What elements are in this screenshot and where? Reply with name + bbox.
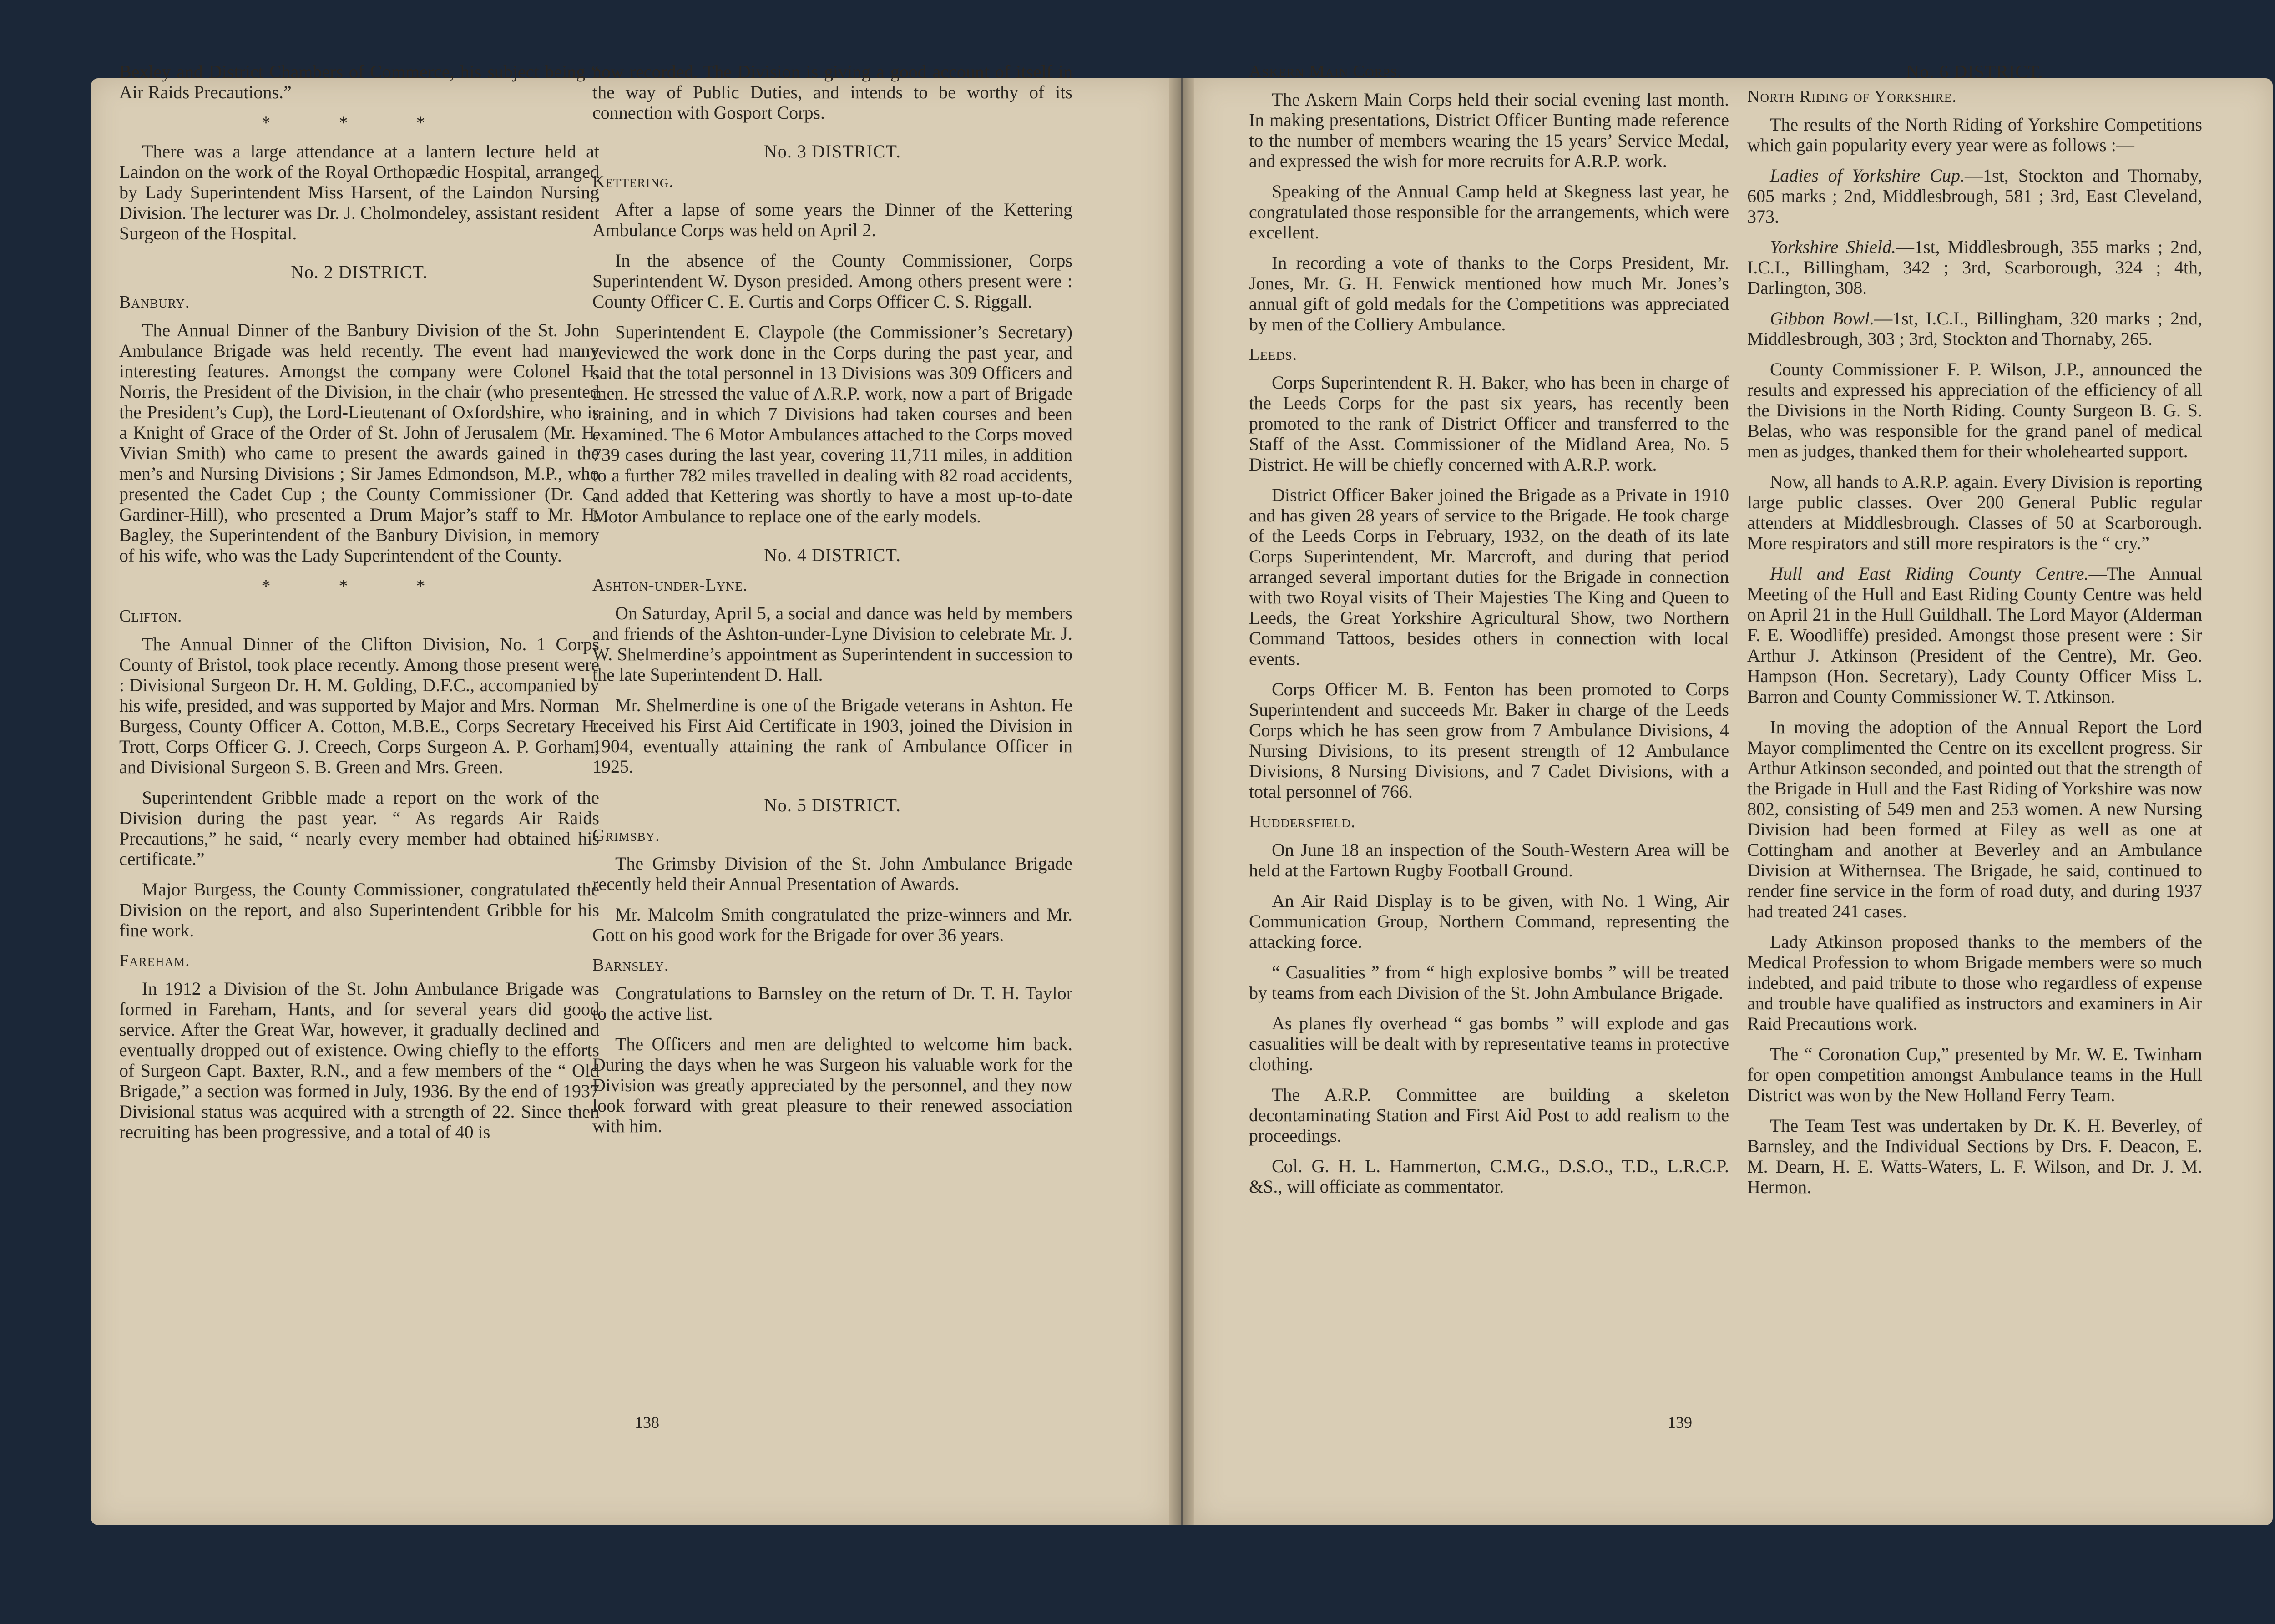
left-page-column-1 bbox=[119, 61, 599, 1152]
right-page-column-1 bbox=[1249, 61, 1729, 1207]
place-heading: Barnsley. bbox=[592, 956, 669, 975]
paragraph: The Askern Main Corps held their social evening last month. In making presentations, District Officer Bunting made reference to the number of members wearing the 15 years’ Service Medal, and expressed the wish for more recruits for A.R.P. work. bbox=[1249, 89, 1729, 171]
paragraph: In moving the adoption of the Annual Report the Lord Mayor complimented the Centre on its excellent progress. Sir Arthur Atkinson seconded, and pointed out that the strength of the Brigade in Hull and the East Riding of Yorkshire was now 802, consisting of 549 men and 253 women. A new Nursing Division had been formed at Filey as well as one at Cottingham and another at Beverley and an Ambulance Division at Withernsea. The Brigade, he said, continued to render fine service in the form of road duty, and during 1937 had treated 241 cases. bbox=[1747, 717, 2202, 921]
page-number: 139 bbox=[1668, 1413, 1692, 1432]
section-separator: * * * bbox=[261, 112, 457, 133]
paragraph: The “ Coronation Cup,” presented by Mr. W. E. Twinham for open competition amongst Ambulance teams in the Hull District was won by the New Holland Ferry Team. bbox=[1747, 1044, 2202, 1105]
paragraph: The Annual Dinner of the Clifton Division, No. 1 Corps County of Bristol, took place recently. Among those present were : Divisional Surgeon Dr. H. M. Golding, D.F.C., accompanied by his wife, presided, and was supported by Major and Mrs. Norman Burgess, County Officer A. Cotton, M.B.E., Corps Secretary H. Trott, Corps Officer G. J. Creech, Corps Surgeon A. P. Gorham, and Divisional Surgeon S. B. Green and Mrs. Green. bbox=[119, 634, 599, 777]
district-heading: No. 5 DISTRICT. bbox=[764, 795, 901, 815]
paragraph: On June 18 an inspection of the South-Western Area will be held at the Fartown Rugby Football Ground. bbox=[1249, 840, 1729, 880]
competition-results: —1st, Stockton and Thornaby, 605 marks ; 2nd, Middlesbrough, 581 ; 3rd, East Cleveland, 373. bbox=[1747, 165, 2202, 227]
paragraph: Superintendent Gribble made a report on the work of the Division during the past year. “ As regards Air Raids Precautions,” he said, “ nearly every member had obtained his certificate.” bbox=[119, 787, 599, 869]
book-gutter bbox=[1169, 78, 1194, 1525]
paragraph bbox=[1747, 563, 2202, 707]
paragraph-text: —The Annual Meeting of the Hull and East Riding County Centre was held on April 21 in the Hull Guildhall. The Lord Mayor (Alderman F. E. Woodliffe) presided. Amongst those present were : Sir Arthur J. Atkinson (President of the Centre), Mr. Geo. Hampson (Hon. Secretary), Lady County Officer Miss L. Barron and County Commissioner W. T. Atkinson. bbox=[1747, 563, 2202, 707]
place-heading: Huddersfield. bbox=[1249, 812, 1356, 831]
paragraph: After a lapse of some years the Dinner of the Kettering Ambulance Corps was held on April 2. bbox=[592, 199, 1072, 240]
paragraph: Congratulations to Barnsley on the return of Dr. T. H. Taylor to the active list. bbox=[592, 983, 1072, 1024]
left-page-column-2 bbox=[592, 61, 1072, 1146]
result-paragraph bbox=[1747, 308, 2202, 349]
competition-name: Ladies of Yorkshire Cup. bbox=[1770, 165, 1965, 186]
paragraph: Superintendent E. Claypole (the Commissioner’s Secretary) reviewed the work done in the Corps during the past year, and said that the total personnel in 13 Divisions was 309 Officers and men. He stressed the value of A.R.P. work, now a part of Brigade training, and in which 7 Divisions had taken courses and been examined. The 6 Motor Ambulances attached to the Corps moved 739 cases during the last year, covering 11,711 miles, in addition to a further 782 miles travelled in dealing with 82 road accidents, and added that Kettering was shortly to have a most up-to-date Motor Ambulance to replace one of the early models. bbox=[592, 322, 1072, 526]
result-paragraph bbox=[1747, 165, 2202, 227]
page-number: 138 bbox=[635, 1413, 659, 1432]
right-page-column-2 bbox=[1747, 61, 2202, 1207]
section-run-in-heading: Hull and East Riding County Centre. bbox=[1770, 563, 2089, 584]
place-heading: Leeds. bbox=[1249, 345, 1298, 364]
paragraph: The A.R.P. Committee are building a skeleton decontaminating Station and First Aid Post to add realism to the proceedings. bbox=[1249, 1084, 1729, 1146]
paragraph: Now, all hands to A.R.P. again. Every Division is reporting large public classes. Over 200 General Public regular attenders at Middlesbrough. Classes of 50 at Scarborough. More respirators and still more respirators is the “ cry.” bbox=[1747, 471, 2202, 553]
paragraph: In 1912 a Division of the St. John Ambulance Brigade was formed in Fareham, Hants, and for several years did good service. After the Great War, however, it gradually declined and eventually dropped out of existence. Owing chiefly to the efforts of Surgeon Capt. Baxter, R.N., and a few members of the “ Old Brigade,” a section was formed in July, 1936. By the end of 1937 Divisional status was acquired with a strength of 22. Since then recruiting has been progressive, and a total of 40 is bbox=[119, 978, 599, 1142]
district-heading: No. 3 DISTRICT. bbox=[764, 141, 901, 162]
paragraph: The Annual Dinner of the Banbury Division of the St. John Ambulance Brigade was held recently. The event had many interesting features. Amongst the company were Colonel H. Norris, the President of the Division, in the chair (who presented the President’s Cup), the Lord-Lieutenant of Oxfordshire, who is a Knight of Grace of the Order of St. John of Jerusalem (Mr. H. Vivian Smith) who came to present the awards gained in the men’s and Nursing Divisions ; Sir James Edmondson, M.P., who presented the Cadet Cup ; the County Commissioner (Dr. C. Gardiner-Hill), who presented a Drum Major’s staff to Mr. H. Bagley, the Superintendent of the Banbury Division, in memory of his wife, who was the Lady Superintendent of the County. bbox=[119, 320, 599, 566]
district-heading: No. 4 DISTRICT. bbox=[764, 545, 901, 565]
paragraph: District Officer Baker joined the Brigade as a Private in 1910 and has given 28 years of service to the Brigade. He took charge of the Leeds Corps in February, 1932, on the death of its late Corps Superintendent, Mr. Marcroft, and during that period arranged several important duties for the Brigade in connection with two Royal visits of Their Majesties The King and Queen to Leeds, the Great Yorkshire Agricultural Show, two Northern Command Tattoos, besides others in connection with local events. bbox=[1249, 485, 1729, 669]
paragraph: County Commissioner F. P. Wilson, J.P., announced the results and expressed his appreciation of the efficiency of all the Divisions in the North Riding. County Surgeon B. G. S. Belas, who was responsible for the grand panel of medical men as judges, thanked them for their wholehearted support. bbox=[1747, 359, 2202, 461]
paragraph: Major Burgess, the County Commissioner, congratulated the Division on the report, and also Superintendent Gribble for his fine work. bbox=[119, 879, 599, 941]
paragraph: Lady Atkinson proposed thanks to the members of the Medical Profession to whom Brigade members were so much indebted, and paid tribute to those who regardless of expense and trouble have qualified as instructors and examiners in Air Raid Precautions work. bbox=[1747, 931, 2202, 1034]
place-heading: Fareham. bbox=[119, 951, 190, 970]
paragraph: The Grimsby Division of the St. John Ambulance Brigade recently held their Annual Presentation of Awards. bbox=[592, 853, 1072, 894]
competition-results: —1st, I.C.I., Billingham, 320 marks ; 2nd, Middlesbrough, 303 ; 3rd, Stockton and Thornaby, 265. bbox=[1747, 308, 2202, 349]
place-heading: North Riding of Yorkshire. bbox=[1747, 87, 1957, 106]
paragraph: Speaking of the Annual Camp held at Skegness last year, he congratulated those responsible for the arrangements, which were excellent. bbox=[1249, 181, 1729, 243]
paragraph: There was a large attendance at a lantern lecture held at Laindon on the work of the Royal Orthopædic Hospital, arranged by Lady Superintendent Miss Harsent, of the Laindon Nursing Division. The lecturer was Dr. J. Cholmondeley, assistant resident Surgeon of the Hospital. bbox=[119, 141, 599, 243]
place-heading: Grimsby. bbox=[592, 826, 660, 845]
district-heading: No. 2 DISTRICT. bbox=[291, 262, 428, 282]
place-heading: Askern Main Corps. bbox=[1249, 62, 1403, 81]
paragraph: now recorded. The Division is giving a good account of itself in the way of Public Duties, and intends to be worthy of its connection with Gosport Corps. bbox=[592, 61, 1072, 123]
competition-name: Yorkshire Shield. bbox=[1770, 237, 1896, 257]
place-heading: Banbury. bbox=[119, 293, 190, 312]
paragraph: Col. G. H. L. Hammerton, C.M.G., D.S.O., T.D., L.R.C.P. &S., will officiate as commentator. bbox=[1249, 1156, 1729, 1197]
section-separator: * * * bbox=[261, 576, 457, 596]
paragraph: In recording a vote of thanks to the Corps President, Mr. Jones, Mr. G. H. Fenwick mentioned how much Mr. Jones’s annual gift of gold medals for the Competitions was appreciated by men of the Colliery Ambulance. bbox=[1249, 253, 1729, 334]
paragraph: In the absence of the County Commissioner, Corps Superintendent W. Dyson presided. Among others present were : County Officer C. E. Curtis and Corps Officer C. S. Riggall. bbox=[592, 250, 1072, 312]
place-heading: Kettering. bbox=[592, 172, 674, 191]
paragraph: “ Casualities ” from “ high explosive bombs ” will be treated by teams from each Division of the St. John Ambulance Brigade. bbox=[1249, 962, 1729, 1003]
paragraph: The results of the North Riding of Yorkshire Competitions which gain popularity every year were as follows :— bbox=[1747, 114, 2202, 155]
competition-name: Gibbon Bowl. bbox=[1770, 308, 1875, 329]
paragraph: Corps Officer M. B. Fenton has been promoted to Corps Superintendent and succeeds Mr. Baker in charge of the Leeds Corps which he has seen grow from 7 Ambulance Divisions, 4 Nursing Divisions, to its present strength of 12 Ambulance Divisions, 8 Nursing Divisions, and 7 Cadet Divisions, with a total personnel of 766. bbox=[1249, 679, 1729, 802]
place-heading: Clifton. bbox=[119, 607, 182, 626]
paragraph: Mr. Malcolm Smith congratulated the prize-winners and Mr. Gott on his good work for the Brigade for over 36 years. bbox=[592, 904, 1072, 945]
paragraph: As planes fly overhead “ gas bombs ” will explode and gas casualities will be dealt with by representative teams in protective clothing. bbox=[1249, 1013, 1729, 1074]
paragraph: Corps Superintendent R. H. Baker, who has been in charge of the Leeds Corps for the past six years, has recently been promoted to the rank of District Officer and transferred to the Staff of the Asst. Commissioner of the Midland Area, No. 5 District. He will be chiefly concerned with A.R.P. work. bbox=[1249, 372, 1729, 475]
paragraph: On Saturday, April 5, a social and dance was held by members and friends of the Ashton-under-Lyne Division to celebrate Mr. J. W. Shelmerdine’s appointment as Superintendent in succession to the late Superintendent D. Hall. bbox=[592, 603, 1072, 685]
paragraph: Bexley and District Chambers of Commerce, his subject being “ Air Raids Precautions.” bbox=[119, 61, 599, 102]
competition-results: —1st, Middlesbrough, 355 marks ; 2nd, I.C.I., Billingham, 342 ; 3rd, Scarborough, 324 ; 4th, Darlington, 308. bbox=[1747, 237, 2203, 298]
paragraph: An Air Raid Display is to be given, with No. 1 Wing, Air Communication Group, Northern Command, representing the attacking force. bbox=[1249, 890, 1729, 952]
paragraph: Mr. Shelmerdine is one of the Brigade veterans in Ashton. He received his First Aid Certificate in 1903, joined the Division in 1904, eventually attaining the rank of Ambulance Officer in 1925. bbox=[592, 695, 1072, 777]
paragraph: The Team Test was undertaken by Dr. K. H. Beverley, of Barnsley, and the Individual Sections by Drs. F. Deacon, E. M. Dearn, H. E. Watts-Waters, L. F. Wilson, and Dr. J. M. Hermon. bbox=[1747, 1115, 2202, 1197]
paragraph: The Officers and men are delighted to welcome him back. During the days when he was Surgeon his valuable work for the Division was greatly appreciated by the personnel, and they now look forward with great pleasure to their renewed association with him. bbox=[592, 1034, 1072, 1136]
district-heading: No. 6 DISTRICT. bbox=[1906, 61, 2043, 82]
place-heading: Ashton-under-Lyne. bbox=[592, 576, 748, 595]
result-paragraph bbox=[1747, 237, 2202, 298]
